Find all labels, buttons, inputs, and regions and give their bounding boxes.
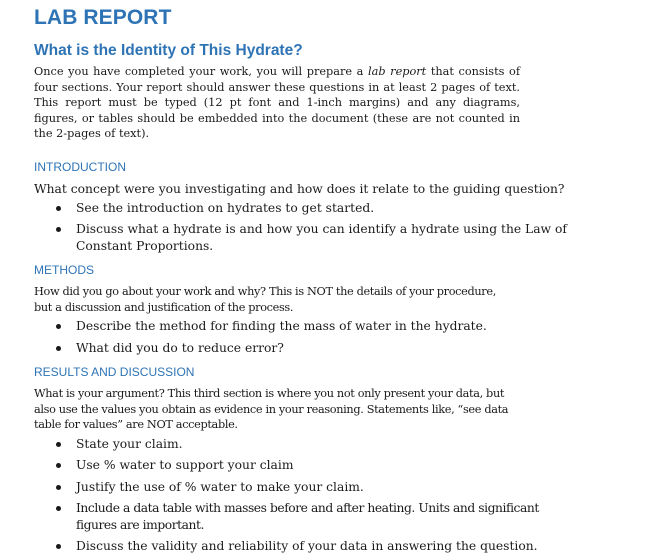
list-item-text: Discuss the validity and reliability of your data in answering the question. <box>76 539 538 553</box>
section-heading-results: RESULTS AND DISCUSSION <box>34 365 195 379</box>
list-item <box>34 340 634 357</box>
section-heading-introduction: INTRODUCTION <box>34 159 126 174</box>
introduction-list <box>34 200 634 255</box>
bullet-icon <box>56 442 61 447</box>
introduction-question: What concept were you investigating and how does it relate to the guiding question? <box>34 181 565 196</box>
intro-text-part2: that consists of four sections. Your report should answer these questions in at least 2 pages of text. This report must be typed (12 pt font and 1-inch margins) and any diagrams, figures, or tables should be embedded into the document (these are not counted in the 2-pages of text). <box>34 65 521 140</box>
list-item-text: Use % water to support your claim <box>76 458 294 472</box>
results-list <box>34 436 634 555</box>
intro-emphasis: lab report <box>368 65 427 78</box>
intro-text-part1: Once you have completed your work, you will prepare a <box>34 65 368 78</box>
list-item <box>34 538 634 555</box>
bullet-icon <box>56 506 61 511</box>
bullet-icon <box>56 227 61 232</box>
list-item-text: State your claim. <box>76 436 183 451</box>
list-item <box>34 318 634 335</box>
methods-question: How did you go about your work and why? This is NOT the details of your procedure, but a discussion and justification of the process. <box>34 285 496 314</box>
bullet-icon <box>56 324 61 329</box>
bullet-icon <box>56 485 61 490</box>
list-item-text: What did you do to reduce error? <box>76 340 284 355</box>
bullet-icon <box>56 346 61 351</box>
list-item-text: Describe the method for finding the mass of water in the hydrate. <box>76 319 487 333</box>
list-item <box>34 200 634 217</box>
page-title: LAB REPORT <box>34 6 172 29</box>
intro-paragraph <box>34 64 520 142</box>
page-subtitle: What is the Identity of This Hydrate? <box>34 42 303 59</box>
section-heading-methods: METHODS <box>34 263 94 277</box>
bullet-icon <box>56 206 61 211</box>
list-item-text: Include a data table with masses before and after heating. Units and significant figures are important. <box>76 501 539 532</box>
list-item <box>34 436 634 453</box>
list-item <box>34 221 634 254</box>
list-item <box>34 479 634 496</box>
methods-list <box>34 318 634 356</box>
bullet-icon <box>56 463 61 468</box>
list-item <box>34 457 634 474</box>
list-item-text: See the introduction on hydrates to get started. <box>76 200 375 215</box>
list-item-text: Justify the use of % water to make your claim. <box>76 479 364 494</box>
bullet-icon <box>56 544 61 549</box>
list-item <box>34 500 634 533</box>
results-question: What is your argument? This third section is where you not only present your data, but also use the values you obtain as evidence in your reasoning. Statements like, “see data table for values” are NOT acceptable. <box>34 387 509 431</box>
lab-report-page <box>34 0 634 560</box>
list-item-text: Discuss what a hydrate is and how you can identify a hydrate using the Law of Constant Proportions. <box>76 222 567 253</box>
